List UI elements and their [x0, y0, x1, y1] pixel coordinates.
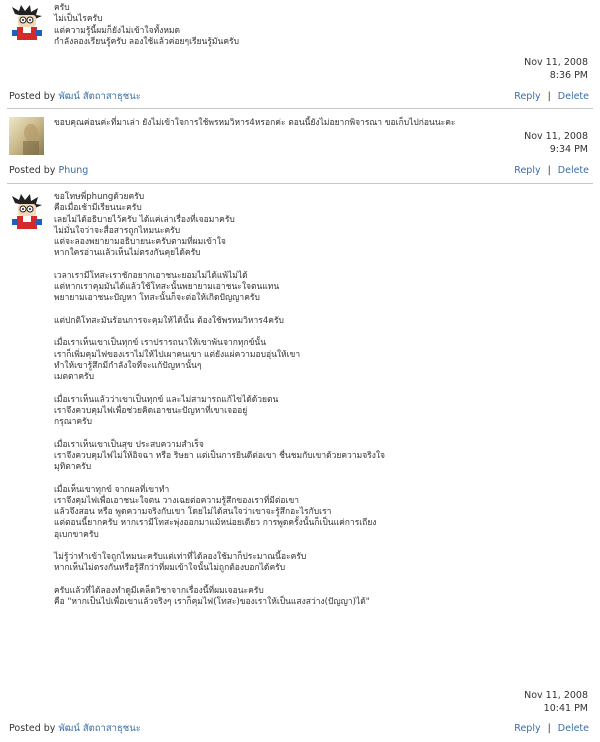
comment-line — [54, 428, 524, 439]
comment-line: เวลาเรามีโทสะเราชักอยากเอาชนะยอมไม่ได้แพ้ไม่ได้ — [54, 270, 248, 281]
comment-line — [54, 575, 524, 586]
author-link[interactable]: พัฒน์ สัตถาสาธุชนะ — [58, 91, 141, 102]
comment-line: ขอบคุณค่อนค่ะที่มาเล่า ยังไม่เข้าใจการใช้พรหมวิหาร4หรอกค่ะ ตอนนี้ยังไม่อยากพิจารณา ขอเก็บไปก่อนนะคะ — [54, 118, 456, 128]
comment-line: แต่ปกติโทสะมันร้อนการจะคุมให้ได้นั้น ต้องใช้พรหมวิหาร4ครับ — [54, 315, 284, 326]
comment-line: เมื่อเราเห็นเขาเป็นทุกข์ เราปรารถนาให้เขาพ้นจากทุกข์นั้น — [54, 338, 267, 349]
delete-link[interactable]: Delete — [557, 91, 589, 102]
comment-line: แต่หากเราคุมมันได้แล้วใช้โทสะนั้นพยายามเอาชนะใจตนแทน — [54, 282, 280, 292]
comment-line: ครับแล้วที่ได้ลองทำดูมีเคล็ดวิชาจากเรื่องนี้ที่ผมเจอนะครับ — [54, 585, 264, 596]
comment-line: เลยไม่ได้อธิบายไว้ครับ ได้แค่เล่าเรื่องที่เจอมาครับ — [54, 214, 235, 225]
comment-line: มุทิตาครับ — [54, 462, 92, 472]
comment-line: เราจึงคุมไฟเพื่อเอาชนะใจตน วางเฉยต่อความรู้สึกของเราที่มีต่อเขา — [54, 495, 300, 506]
comment-meta — [0, 89, 600, 104]
comment-line: เราจึงควบคุมไฟไม่ให้อิจฉา หรือ ริษยา แต่เป็นการยินดีต่อเขา ชื่นชมกับเขาด้วยความจริงใจ — [54, 450, 386, 461]
comment-meta — [0, 721, 600, 736]
posted-by-label: Posted by — [9, 165, 56, 176]
comment-line: อุเบกขาครับ — [54, 529, 99, 540]
comment-line — [54, 305, 524, 316]
comment-time: 8:36 PM — [549, 70, 588, 81]
comment-line: แต่ความรู้นี้ผมก็ยังไม่เข้าใจทั้งหมด — [54, 25, 181, 36]
delete-link[interactable]: Delete — [557, 723, 589, 734]
author-link[interactable]: พัฒน์ สัตถาสาธุชนะ — [58, 723, 141, 734]
comment-line — [54, 327, 524, 338]
comment-line: ไม่มั่นใจว่าจะสื่อสารถูกไหมนะครับ — [54, 225, 181, 236]
comment-date: Nov 11, 2008 — [524, 57, 588, 68]
comment-line: คือ "หากเป็นไปเพื่อเขาแล้วจริงๆ เราก็คุมไฟ(โทสะ)ของเราให้เป็นแสงสว่าง(ปัญญา)ได้" — [54, 597, 370, 607]
comment-date: Nov 11, 2008 — [524, 690, 588, 701]
comment-body — [54, 118, 524, 129]
reply-link[interactable]: Reply — [514, 91, 541, 102]
comment-date: Nov 11, 2008 — [524, 131, 588, 142]
comment-line: กำลังลองเรียนรู้ครับ ลองใช้แล้วค่อยๆเรียนรู้มันครับ — [54, 36, 239, 47]
comment-line: หากใครอ่านแล้วเห็นไม่ตรงกันคุยได้ครับ — [54, 248, 201, 259]
comment-line: ครับ — [54, 3, 70, 13]
comment-line: หากเห็นไม่ตรงกันหรือรู้สึกว่าที่ผมเข้าใจนั้นไม่ถูกต้องบอกได้ครับ — [54, 563, 286, 574]
comment-timestamp — [508, 689, 588, 715]
comment-meta — [0, 163, 600, 178]
comment-line — [54, 473, 524, 484]
comment-timestamp — [508, 56, 588, 82]
comment-line: เมื่อเราเห็นแล้วว่าเขาเป็นทุกข์ และไม่สามารถแก้ไขได้ด้วยตน — [54, 394, 279, 405]
delete-link[interactable]: Delete — [557, 165, 589, 176]
comment-line: เราจึงควบคุมไฟเพื่อช่วยคิดเอาชนะปัญหาที่เขาเจออยู่ — [54, 405, 248, 416]
comment-line — [54, 260, 524, 271]
comment-line — [54, 541, 524, 552]
comment-divider — [7, 108, 593, 109]
comment-line: เมื่อเห็นเขาทุกข์ จากผลที่เขาทำ — [54, 484, 170, 495]
author-link[interactable]: Phung — [58, 165, 89, 176]
reply-link[interactable]: Reply — [514, 723, 541, 734]
posted-by — [9, 721, 141, 736]
comment-line: คือเมื่อเช้ามีเรียนนะครับ — [54, 203, 142, 214]
comment-line: เมื่อเราเห็นเขาเป็นสุข ประสบความสำเร็จ — [54, 439, 204, 450]
comment-actions — [514, 163, 589, 178]
comment-time: 9:34 PM — [549, 144, 588, 155]
comment-line: กรุณาครับ — [54, 417, 93, 427]
posted-by-label: Posted by — [9, 91, 56, 102]
comment-line: เราก็เพิ่มคุมไฟของเราไม่ให้ไปเผาคนเขา แต่ยังแผ่ความอบอุ่นให้เขา — [54, 349, 301, 360]
comment-actions — [514, 89, 589, 104]
comment-line — [54, 383, 524, 394]
comment-line: เมตตาครับ — [54, 372, 94, 382]
comment-actions — [514, 721, 589, 736]
comment-body — [54, 192, 524, 608]
posted-by-label: Posted by — [9, 723, 56, 734]
comment-divider — [7, 183, 593, 184]
comment-line: แต่จะลองพยายามอธิบายนะครับตามที่ผมเข้าใจ — [54, 237, 226, 247]
action-separator: | — [547, 723, 551, 734]
posted-by — [9, 163, 88, 178]
comment-line: ทำให้เขารู้สึกมีกำลังใจที่จะแก้ปัญหานั้นๆ — [54, 360, 202, 371]
comment-line: ไม่รู้ว่าทำเข้าใจถูกไหมนะครับแต่เท่าที่ได้ลองใช้มาก็ประมาณนี้อะครับ — [54, 552, 307, 562]
comment-line: แล้วจึงสอน หรือ พูดความจริงกับเขา โดยไม่ได้สนใจว่าเขาจะรู้สึกอะไรกับเรา — [54, 507, 332, 517]
comment-line: ขอโทษพี่phungด้วยครับ — [54, 192, 145, 202]
comment-line: แต่ตอนนี้ยากครับ หากเรามีโทสะพุ่งออกมาแม้หน่อยเดียว การพูดครั้งนั้นก็เป็นแค่การเถียง — [54, 518, 377, 529]
posted-by — [9, 89, 141, 104]
reply-link[interactable]: Reply — [514, 165, 541, 176]
cartoon-avatar-icon[interactable] — [9, 4, 44, 42]
comment-body — [54, 3, 524, 48]
comment-timestamp — [508, 130, 588, 156]
photo-avatar-icon[interactable] — [9, 117, 44, 155]
comment-line: พยายามเอาชนะปัญหา โทสะนั้นก็จะต่อให้เกิดปัญญาครับ — [54, 293, 260, 304]
cartoon-avatar-icon[interactable] — [9, 193, 44, 231]
comment-line: ไม่เป็นไรครับ — [54, 14, 103, 25]
comment-time: 10:41 PM — [543, 703, 588, 714]
action-separator: | — [547, 165, 551, 176]
action-separator: | — [547, 91, 551, 102]
